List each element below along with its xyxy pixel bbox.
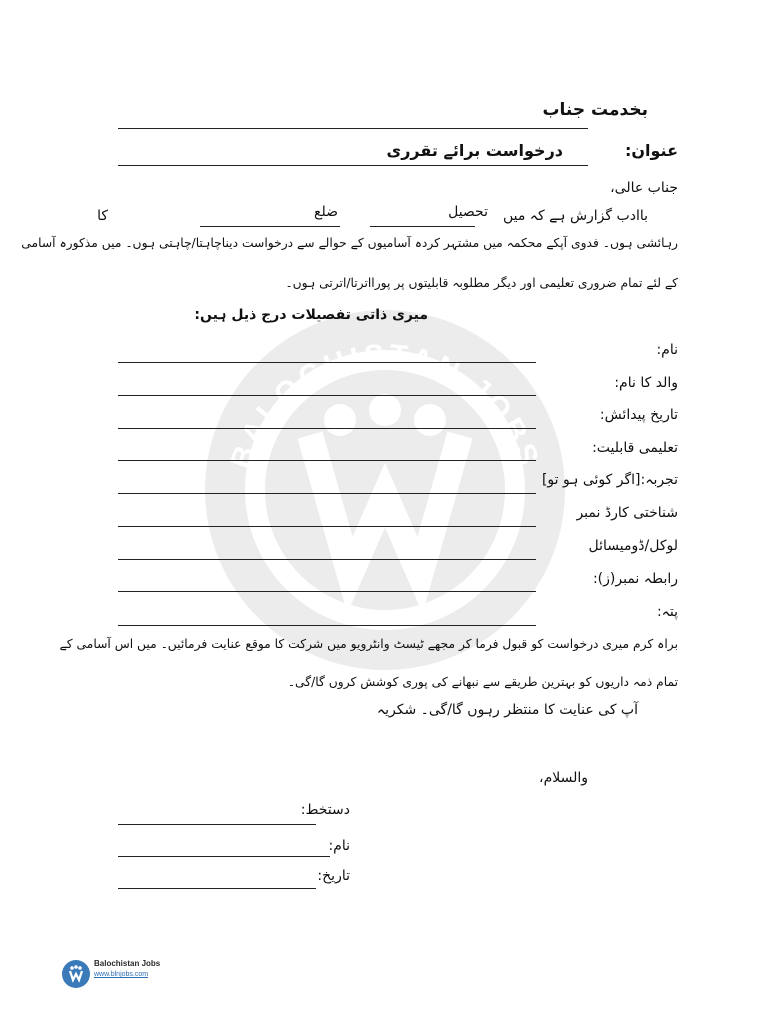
body-line-3: کے لئے تمام ضروری تعلیمی اور دیگر مطلوبہ قابلیتوں پر پورااترتا/اترتی ہوں۔ — [285, 276, 678, 290]
closing-name-line — [118, 856, 330, 857]
field-line-address — [118, 625, 536, 626]
details-heading: میری ذاتی تفصیلات درج ذیل ہیں: — [194, 307, 428, 323]
request-line-1: براہ کرم میری درخواست کو قبول فرما کر مجھے ٹیسٹ وانٹرویو میں شرکت کا موقع عنایت فرمائیں۔ میں اس آسامی کے — [59, 637, 678, 651]
field-label-education: تعلیمی قابلیت: — [592, 440, 678, 456]
district-label: ضلع — [314, 204, 338, 220]
field-line-dob — [118, 428, 536, 429]
of-label: کا — [97, 208, 108, 224]
greeting: جناب عالی، — [610, 180, 678, 196]
field-label-father-name: والد کا نام: — [614, 375, 678, 391]
field-label-experience: تجربہ:[اگر کوئی ہو تو] — [541, 472, 678, 488]
body-line-2: رہائشی ہوں۔ فدوی آپکے محکمہ میں مشتہر کردہ آسامیوں کے حوالے سے درخواست دیناچاہتا/چاہتی ہوں۔ میں مذکورہ آسامی — [21, 236, 678, 250]
tehsil-blank — [370, 226, 475, 227]
request-line-2: تمام ذمہ داریوں کو بہترین طریقے سے نبھانے کی پوری کوشش کروں گا/گی۔ — [287, 675, 678, 689]
field-label-name: نام: — [656, 342, 678, 358]
subject-line — [118, 165, 588, 166]
watermark-text: BALOCHISTAN JOBS — [224, 338, 546, 473]
field-line-experience — [118, 493, 536, 494]
district-blank — [200, 226, 340, 227]
balochistan-jobs-logo-icon — [62, 960, 90, 988]
subject-text: درخواست برائے تقرری — [386, 141, 563, 160]
field-line-domicile — [118, 559, 536, 560]
closing-date-label: تاریخ: — [317, 868, 350, 884]
regards: والسلام، — [539, 770, 588, 786]
intro-text: باادب گزارش ہے کہ میں — [502, 208, 648, 224]
signature-label: دستخط: — [300, 802, 350, 818]
field-line-education — [118, 460, 536, 461]
field-label-contact: رابطہ نمبر(ز): — [592, 571, 678, 587]
signature-line — [118, 824, 316, 825]
field-label-dob: تاریخ پیدائش: — [599, 407, 678, 423]
tehsil-label: تحصیل — [448, 204, 488, 220]
field-line-name — [118, 362, 536, 363]
field-line-father-name — [118, 395, 536, 396]
watermark-logo — [200, 305, 570, 675]
awaiting-line: آپ کی عنایت کا منتظر رہوں گا/گی۔ شکریہ — [376, 702, 638, 718]
subject-label: عنوان: — [624, 141, 678, 160]
field-label-address: پتہ: — [656, 604, 678, 620]
field-label-cnic: شناختی کارڈ نمبر — [576, 505, 678, 521]
salutation-to: بخدمت جناب — [542, 100, 648, 120]
closing-date-line — [118, 888, 316, 889]
footer-link[interactable]: www.blnjobs.com — [94, 971, 149, 978]
field-line-contact — [118, 591, 536, 592]
footer-brand: Balochistan Jobs — [94, 959, 161, 968]
field-line-cnic — [118, 526, 536, 527]
field-label-domicile: لوکل/ڈومیسائل — [588, 538, 678, 554]
recipient-line — [118, 128, 588, 129]
closing-name-label: نام: — [328, 838, 350, 854]
